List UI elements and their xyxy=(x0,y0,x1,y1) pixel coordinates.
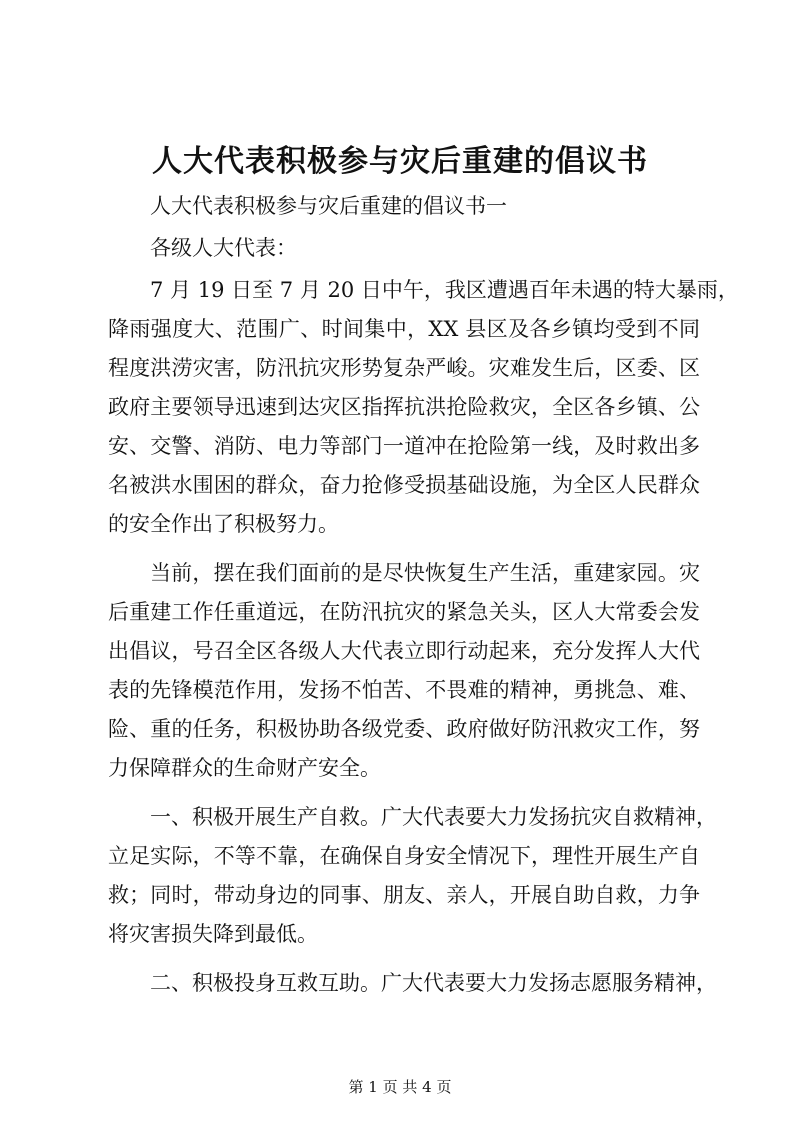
paragraph-line: 当前，摆在我们面前的是尽快恢复生产生活，重建家园。灾 xyxy=(150,561,700,585)
paragraph-line: 救；同时，带动身边的同事、朋友、亲人，开展自助自救，力争 xyxy=(108,883,700,907)
paragraph-line: 二、积极投身互救互助。广大代表要大力发扬志愿服务精神， xyxy=(150,971,717,995)
paragraph-line: 程度洪涝灾害，防汛抗灾形势复杂严峻。灾难发生后，区委、区 xyxy=(108,356,700,380)
paragraph-line: 一、积极开展生产自救。广大代表要大力发扬抗灾自救精神， xyxy=(150,805,717,829)
paragraph-line: 出倡议，号召全区各级人大代表立即行动起来，充分发挥人大代 xyxy=(108,639,700,663)
paragraph-3 xyxy=(108,798,717,954)
paragraph-line: 后重建工作任重道远，在防汛抗灾的紧急关头，区人大常委会发 xyxy=(108,600,700,624)
document-title: 人大代表积极参与灾后重建的倡议书 xyxy=(152,144,648,179)
page-number-footer: 第 1 页 共 4 页 xyxy=(348,1078,452,1096)
paragraph-1 xyxy=(108,271,739,544)
document-subtitle: 人大代表积极参与灾后重建的倡议书一 xyxy=(150,194,507,218)
paragraph-line: 安、交警、消防、电力等部门一道冲在抢险第一线，及时救出多 xyxy=(108,434,700,458)
paragraph-line: 的安全作出了积极努力。 xyxy=(108,512,339,536)
paragraph-line: 名被洪水围困的群众，奋力抢修受损基础设施，为全区人民群众 xyxy=(108,473,700,497)
paragraph-line: 将灾害损失降到最低。 xyxy=(108,922,318,946)
paragraph-line: 7 月 19 日至 7 月 20 日中午，我区遭遇百年未遇的特大暴雨， xyxy=(150,278,739,302)
paragraph-line: 表的先锋模范作用，发扬不怕苦、不畏难的精神，勇挑急、难、 xyxy=(108,678,700,702)
paragraph-line: 降雨强度大、范围广、时间集中，XX 县区及各乡镇均受到不同 xyxy=(108,317,700,341)
paragraph-line: 力保障群众的生命财产安全。 xyxy=(108,756,381,780)
paragraph-2 xyxy=(108,554,700,788)
document-body xyxy=(108,187,739,1003)
salutation: 各级人大代表： xyxy=(150,236,297,260)
paragraph-line: 政府主要领导迅速到达灾区指挥抗洪抢险救灾，全区各乡镇、公 xyxy=(108,395,700,419)
paragraph-4 xyxy=(108,964,717,1003)
paragraph-line: 险、重的任务，积极协助各级党委、政府做好防汛救灾工作，努 xyxy=(108,717,700,741)
paragraph-line: 立足实际，不等不靠，在确保自身安全情况下，理性开展生产自 xyxy=(108,844,700,868)
